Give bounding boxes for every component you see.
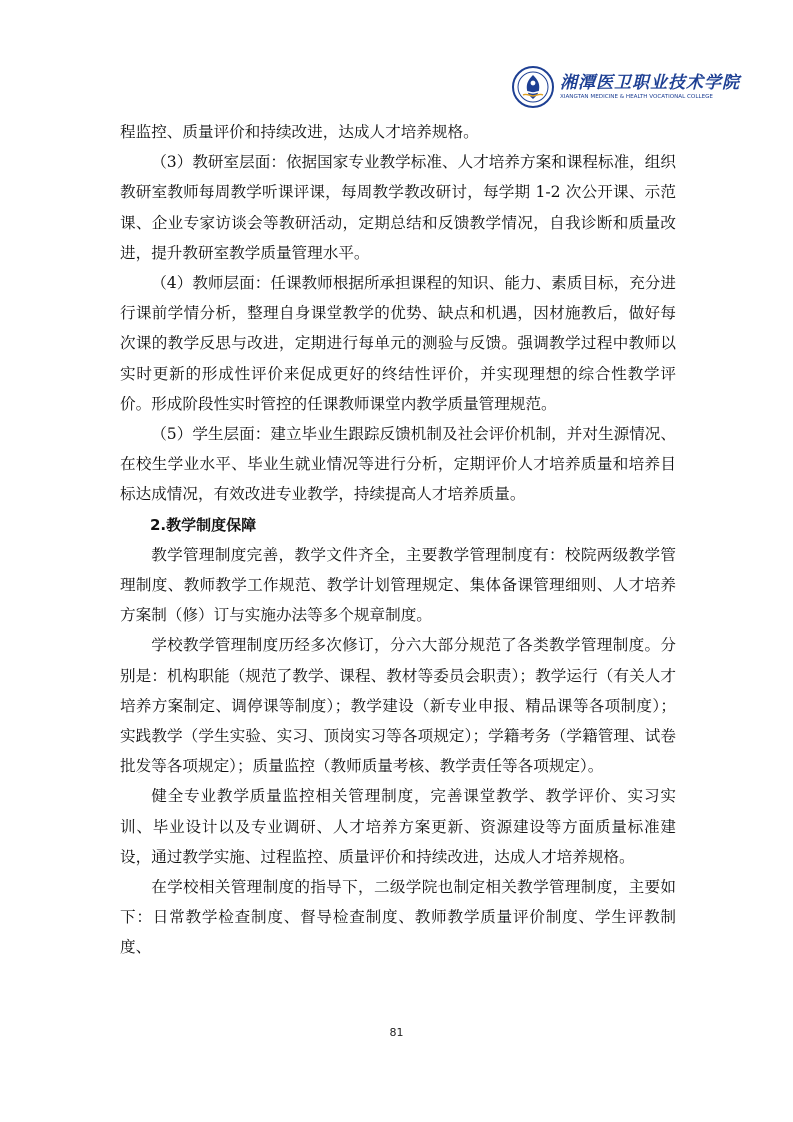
paragraph-item-5: （5）学生层面：建立毕业生跟踪反馈机制及社会评价机制，并对生源情况、在校生学业水平、毕业生就业情况等进行分析，定期评价人才培养质量和培养目标达成情况，有效改进专业教学，持续提高人才培养质量。 <box>120 425 676 504</box>
paragraph-item-4: （4）教师层面：任课教师根据所承担课程的知识、能力、素质目标，充分进行课前学情分析，整理自身课堂教学的优势、缺点和机遇，因材施教后，做好每次课的教学反思与改进，定期进行每单元的测验与反馈。强调教学过程中教师以实时更新的形成性评价来促成更好的终结性评价，并实现理想的综合性教学评价。形成阶段性实时管控的任课教师课堂内教学质量管理规范。 <box>120 274 676 413</box>
college-emblem-icon <box>512 66 554 108</box>
college-name-cn: 湘潭医卫职业技术学院 <box>560 73 740 93</box>
page-number: 81 <box>389 1026 404 1039</box>
college-logo <box>512 66 740 108</box>
paragraph-system-4: 在学校相关管理制度的指导下，二级学院也制定相关教学管理制度，主要如下：日常教学检查制度、督导检查制度、教师教学质量评价制度、学生评教制度、 <box>120 878 676 957</box>
paragraph-item-3: （3）教研室层面：依据国家专业教学标准、人才培养方案和课程标准，组织教研室教师每周教学听课评课，每周教学教改研讨，每学期 1-2 次公开课、示范课、企业专家访谈会等教研活动，定期总结和反馈教学情况，自我诊断和质量改进，提升教研室教学质量管理水平。 <box>120 153 676 262</box>
document-body <box>120 117 676 963</box>
paragraph-system-3: 健全专业教学质量监控相关管理制度，完善课堂教学、教学评价、实习实训、毕业设计以及专业调研、人才培养方案更新、资源建设等方面质量标准建设，通过教学实施、过程监控、质量评价和持续改进，达成人才培养规格。 <box>120 787 676 866</box>
paragraph-system-2: 学校教学管理制度历经多次修订，分六大部分规范了各类教学管理制度。分别是：机构职能（规范了教学、课程、教材等委员会职责）；教学运行（有关人才培养方案制定、调停课等制度）；教学建设（新专业申报、精品课等各项制度）；实践教学（学生实验、实习、顶岗实习等各项规定）；学籍考务（学籍管理、试卷批发等各项规定）；质量监控（教师质量考核、教学责任等各项规定）。 <box>120 636 676 776</box>
college-name-en: XIANGTAN MEDICINE & HEALTH VOCATIONAL COLLEGE <box>560 94 713 100</box>
section-heading: 2.教学制度保障 <box>150 515 257 534</box>
paragraph-continued: 程监控、质量评价和持续改进，达成人才培养规格。 <box>120 123 479 141</box>
paragraph-system-1: 教学管理制度完善，教学文件齐全，主要教学管理制度有：校院两级教学管理制度、教师教学工作规范、教学计划管理规定、集体备课管理细则、人才培养方案制（修）订与实施办法等多个规章制度。 <box>120 545 676 625</box>
